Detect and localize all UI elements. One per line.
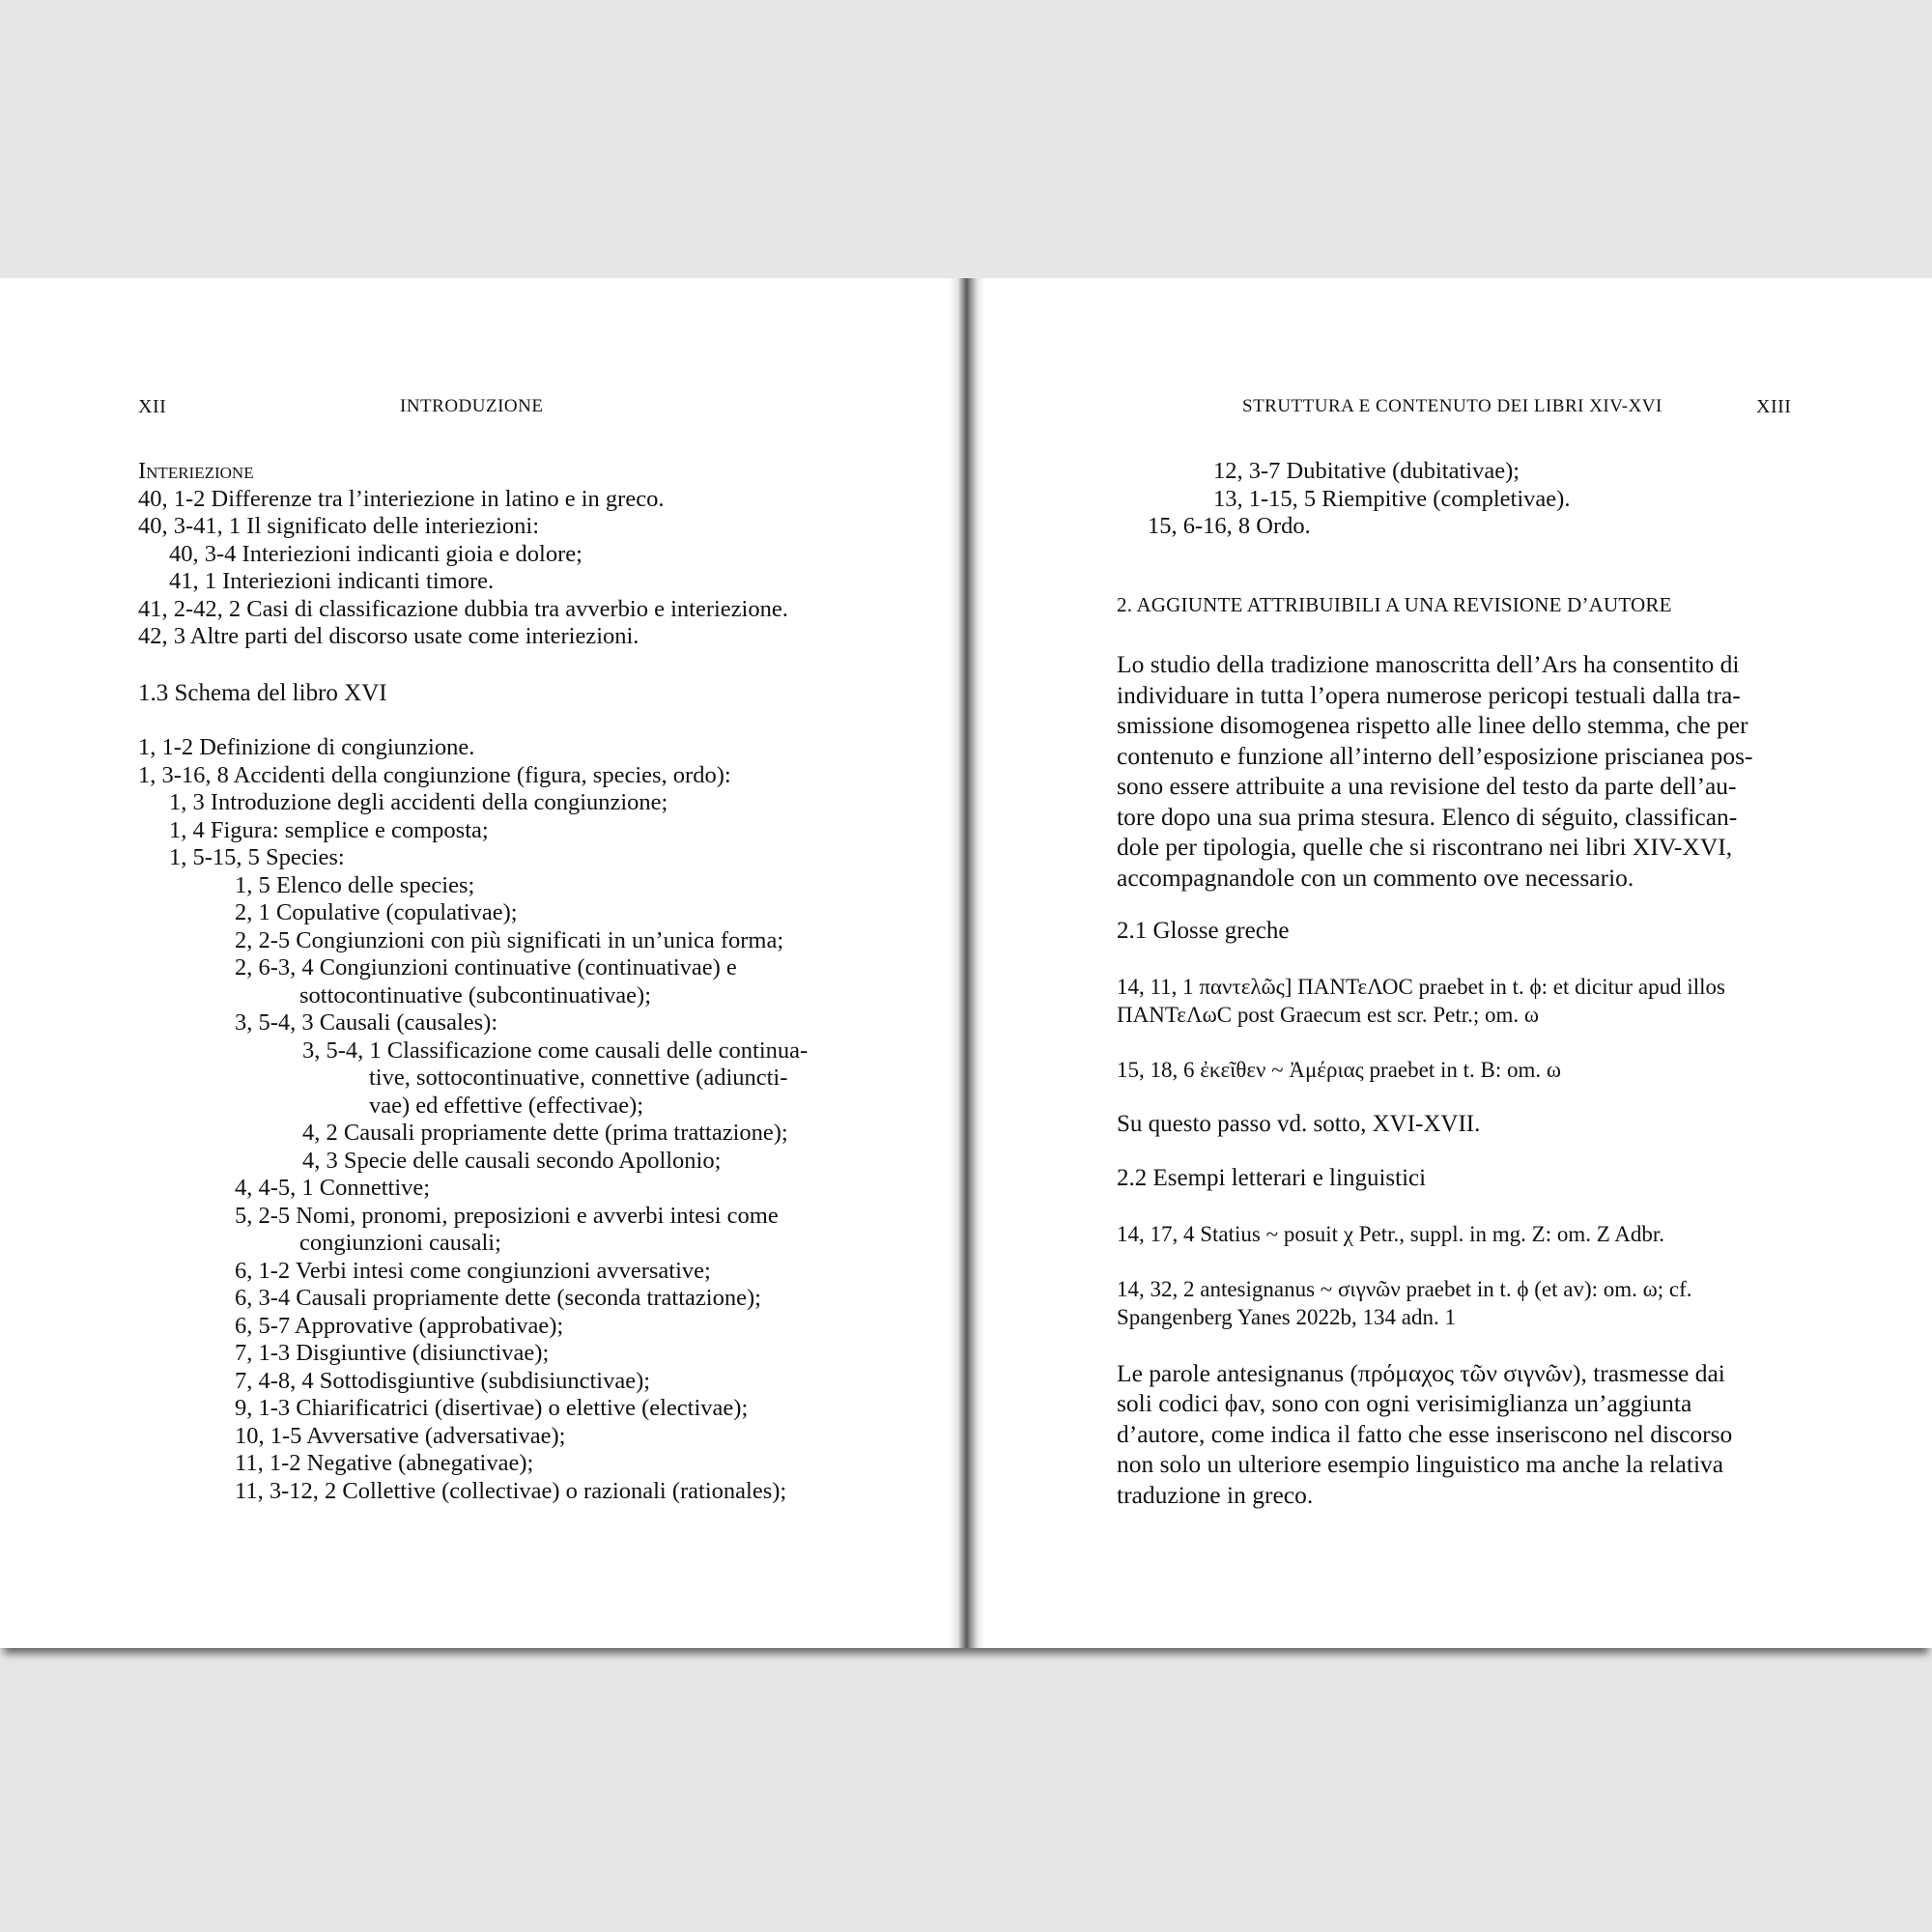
outline-line: 4, 3 Specie delle causali secondo Apollonio;: [302, 1147, 722, 1174]
page-number: XII: [138, 396, 167, 417]
outline-line: 11, 1-2 Negative (abnegativae);: [235, 1450, 534, 1476]
book-spread: [0, 278, 1932, 1648]
final-paragraph: [1117, 1358, 1814, 1511]
right-page-content: [1117, 458, 1814, 1510]
outline-line: 40, 3-41, 1 Il significato delle interiezioni:: [138, 513, 540, 539]
outline-line: 40, 1-2 Differenze tra l’interiezione in latino e in greco.: [138, 485, 665, 512]
entry-line: 14, 11, 1 παντελῶς] ΠΑΝΤεΛΟC praebet in t. ϕ: et dicitur apud illos: [1117, 974, 1725, 999]
outline-line: 3, 5-4, 1 Classificazione come causali delle continua-: [302, 1037, 809, 1064]
left-page: [0, 278, 951, 1648]
outline-line: sottocontinuative (subcontinuativae);: [299, 981, 652, 1009]
outline-line: tive, sottocontinuative, connettive (adiuncti-: [369, 1065, 788, 1091]
outline-line: 2, 6-3, 4 Congiunzioni continuative (continuativae) e: [235, 954, 737, 980]
book-gutter: [949, 278, 985, 1648]
outline-line: 42, 3 Altre parti del discorso usate come interiezioni.: [138, 623, 639, 649]
paragraph-line: individuare in tutta l’opera numerose pericopi testuali dalla tra-: [1117, 680, 1741, 709]
entry-line: 15, 18, 6 ἐκεῖθεν ~ Ἀμέριας praebet in t. B: om. ω: [1117, 1057, 1561, 1082]
paragraph-line: soli codici ϕav, sono con ogni verisimiglianza un’aggiunta: [1117, 1389, 1692, 1417]
outline-line: 2, 2-5 Congiunzioni con più significati in un’unica forma;: [235, 926, 784, 953]
left-page-content: [138, 458, 814, 1505]
outline-line: 1, 5 Elenco delle species;: [235, 871, 475, 898]
subsection-heading: 2.1 Glosse greche: [1117, 918, 1290, 944]
intro-paragraph: [1117, 649, 1814, 893]
paragraph-line: tore dopo una sua prima stesura. Elenco di séguito, classifican-: [1117, 802, 1738, 831]
outline-line: 9, 1-3 Chiarificatrici (disertivae) o elettive (electivae);: [235, 1395, 749, 1421]
paragraph-line: Le parole antesignanus (πρόμαχος τῶν σιγνῶν), trasmesse dai: [1117, 1358, 1725, 1387]
subsection-heading: 2.2 Esempi letterari e linguistici: [1117, 1165, 1427, 1191]
note: Su questo passo vd. sotto, XVI-XVII.: [1117, 1110, 1481, 1137]
outline-line: 6, 3-4 Causali propriamente dette (seconda trattazione);: [235, 1285, 761, 1311]
apparatus-entry: [1117, 1275, 1814, 1331]
outline-line: 40, 3-4 Interiezioni indicanti gioia e dolore;: [169, 540, 582, 567]
entry-line: Spangenberg Yanes 2022b, 134 adn. 1: [1117, 1304, 1456, 1329]
outline-line: 4, 2 Causali propriamente dette (prima trattazione);: [302, 1120, 788, 1146]
running-head: STRUTTURA E CONTENUTO DEI LIBRI XIV-XVI: [1242, 396, 1662, 416]
outline-line: 1, 3-16, 8 Accidenti della congiunzione (figura, species, ordo):: [138, 761, 731, 788]
outline-line: congiunzioni causali;: [299, 1230, 501, 1256]
outline-line: 41, 2-42, 2 Casi di classificazione dubbia tra avverbio e interiezione.: [138, 595, 788, 622]
paragraph-line: contenuto e funzione all’interno dell’esposizione priscianea pos-: [1117, 741, 1753, 770]
outline-line: 1, 1-2 Definizione di congiunzione.: [138, 734, 475, 760]
outline-line: 1, 3 Introduzione degli accidenti della congiunzione;: [169, 789, 668, 815]
interiezione-heading: Interiezione: [138, 458, 254, 484]
outline-line: 1, 5-15, 5 Species:: [169, 844, 345, 870]
section-heading: 2. AGGIUNTE ATTRIBUIBILI A UNA REVISIONE D’AUTORE: [1117, 592, 1672, 616]
outline-line: 1, 4 Figura: semplice e composta;: [169, 816, 489, 843]
outline-line: 2, 1 Copulative (copulativae);: [235, 899, 518, 925]
paragraph-line: Lo studio della tradizione manoscritta dell’Ars ha consentito di: [1117, 650, 1740, 678]
outline-line: vae) ed effettive (effectivae);: [369, 1092, 644, 1119]
apparatus-entry: [1117, 1220, 1814, 1248]
outline-line: 10, 1-5 Avversative (adversativae);: [235, 1422, 566, 1449]
outline-line: 6, 1-2 Verbi intesi come congiunzioni avversative;: [235, 1257, 711, 1284]
paragraph-line: d’autore, come indica il fatto che esse inseriscono nel discorso: [1117, 1419, 1733, 1448]
paragraph-line: smissione disomogenea rispetto alle linee dello stemma, che per: [1117, 711, 1748, 739]
apparatus-entry: [1117, 1056, 1814, 1084]
paragraph-line: dole per tipologia, quelle che si riscontrano nei libri XIV-XVI,: [1117, 833, 1733, 861]
outline-line: 4, 4-5, 1 Connettive;: [235, 1175, 431, 1201]
paragraph-line: sono essere attribuite a una revisione del testo da parte dell’au-: [1117, 772, 1737, 800]
outline-line: 3, 5-4, 3 Causali (causales):: [235, 1009, 498, 1036]
entry-line: 14, 17, 4 Statius ~ posuit χ Petr., suppl. in mg. Z: om. Z Adbr.: [1117, 1221, 1665, 1246]
running-head: INTRODUZIONE: [400, 396, 544, 416]
outline-line: 41, 1 Interiezioni indicanti timore.: [169, 568, 495, 594]
outline-line: 11, 3-12, 2 Collettive (collectivae) o razionali (rationales);: [235, 1477, 787, 1504]
outline-line: 13, 1-15, 5 Riempitive (completivae).: [1213, 485, 1571, 512]
apparatus-entry: [1117, 973, 1814, 1029]
section-title: 1.3 Schema del libro XVI: [138, 679, 387, 706]
paragraph-line: accompagnandole con un commento ove necessario.: [1117, 863, 1634, 892]
outline-line: 5, 2-5 Nomi, pronomi, preposizioni e avverbi intesi come: [235, 1202, 779, 1229]
entry-line: ΠΑΝΤεΛωC post Graecum est scr. Petr.; om. ω: [1117, 1002, 1540, 1027]
paragraph-line: traduzione in greco.: [1117, 1480, 1314, 1509]
page-number: XIII: [1756, 396, 1792, 417]
outline-line: 7, 1-3 Disgiuntive (disiunctivae);: [235, 1340, 550, 1366]
outline-line: 6, 5-7 Approvative (approbativae);: [235, 1312, 564, 1339]
right-page: [983, 278, 1932, 1648]
paragraph-line: non solo un ulteriore esempio linguistico ma anche la relativa: [1117, 1450, 1724, 1478]
outline-line: 15, 6-16, 8 Ordo.: [1148, 513, 1311, 539]
outline-line: 12, 3-7 Dubitative (dubitativae);: [1213, 458, 1520, 484]
entry-line: 14, 32, 2 antesignanus ~ σιγνῶν praebet in t. ϕ (et av): om. ω; cf.: [1117, 1276, 1692, 1301]
outline-line: 7, 4-8, 4 Sottodisgiuntive (subdisiunctivae);: [235, 1367, 651, 1394]
